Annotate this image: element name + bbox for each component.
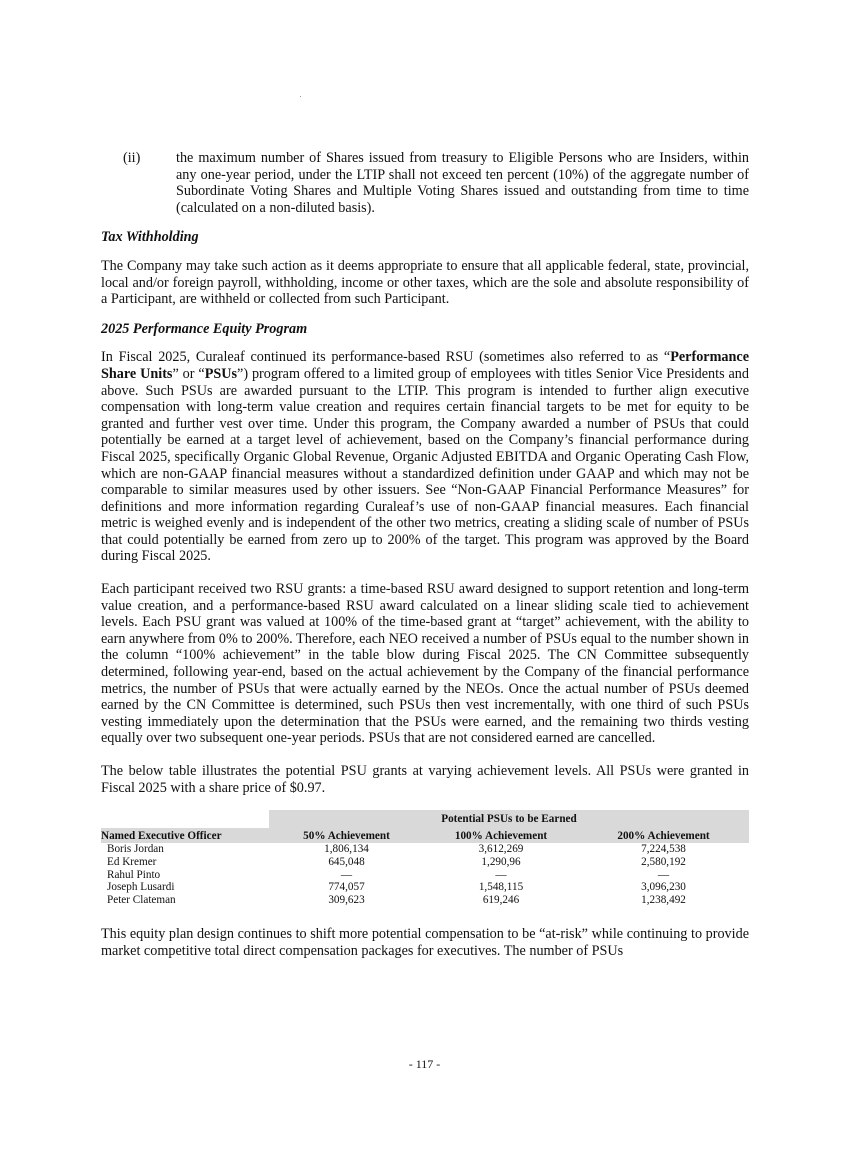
table-row: [101, 869, 749, 882]
value-100: 3,612,269: [478, 843, 524, 856]
table-header-row: [101, 828, 749, 844]
after-table-paragraph: This equity plan design continues to shift more potential compensation to be “at-risk” while continuing to provide market competitive total direct compensation packages for executives. The number of PSUs: [101, 926, 749, 959]
value-100: —: [495, 868, 507, 881]
officer-name: Joseph Lusardi: [107, 881, 175, 894]
tax-withholding-paragraph: The Company may take such action as it deems appropriate to ensure that all applicable federal, state, provincial, local and/or foreign payroll, withholding, income or other taxes, which are the sole and absolute responsibility of a Participant, are withheld or collected from such Participant.: [101, 257, 749, 308]
table-header-officer: Named Executive Officer: [101, 828, 269, 844]
table-row: [101, 894, 749, 907]
p1-term-performance-share-units: Performance Share Units: [101, 349, 749, 382]
value-200: 2,580,192: [641, 855, 686, 868]
p1-term-psus: PSUs: [204, 365, 238, 382]
list-marker: (ii): [123, 150, 141, 166]
officer-name: Rahul Pinto: [107, 868, 161, 881]
list-item: [101, 150, 749, 216]
table-row: [101, 881, 749, 894]
value-200: 7,224,538: [641, 843, 686, 856]
value-100: 619,246: [482, 893, 520, 906]
value-100: 1,548,115: [478, 881, 524, 894]
table-header-100: 100% Achievement: [424, 828, 578, 844]
table-row: [101, 843, 749, 856]
scan-dot: [300, 96, 301, 97]
value-50: —: [340, 868, 353, 881]
list-item-text: the maximum number of Shares issued from treasury to Eligible Persons who are Insiders, within any one-year period, under the LTIP shall not exceed ten percent (10%) of the aggregate number of Subordinate Voting Shares and Multiple Voting Shares issued and outstanding from time to time (calculated on a non-diluted basis).: [176, 150, 749, 216]
value-200: 1,238,492: [641, 893, 686, 906]
table-blank-cell: [101, 810, 269, 828]
value-200: 3,096,230: [641, 881, 686, 894]
value-50: 309,623: [328, 893, 365, 906]
table-group-header: Potential PSUs to be Earned: [269, 810, 749, 828]
officer-name: Peter Clateman: [107, 893, 176, 906]
table-header-50: 50% Achievement: [269, 828, 424, 844]
tax-withholding-heading: Tax Withholding: [101, 229, 199, 246]
table-header-200: 200% Achievement: [578, 828, 749, 844]
value-100: 1,290,96: [481, 855, 521, 868]
performance-paragraph-1: [101, 349, 749, 565]
value-200: —: [657, 868, 670, 881]
performance-program-heading: 2025 Performance Equity Program: [101, 320, 308, 337]
value-50: 774,057: [328, 881, 365, 894]
officer-name: Boris Jordan: [107, 843, 164, 856]
value-50: 645,048: [328, 855, 365, 868]
performance-paragraph-2: Each participant received two RSU grants: a time-based RSU award designed to support retention and long-term value creation, and a performance-based RSU award calculated on a linear sliding scale tied to achievement levels. Each PSU grant was valued at 100% of the time-based grant at “target” achievement, with the ability to earn anywhere from 0% to 200%. Therefore, each NEO received a number of PSUs equal to the number shown in the column “100% achievement” in the table blow during Fiscal 2025. The CN Committee subsequently determined, following year-end, based on the actual achievement by the Company of the financial performance metrics, the number of PSUs that were actually earned by the NEOs. Once the actual number of PSUs deemed earned by the CN Committee is determined, such PSUs then vest incrementally, with one third of such PSUs vesting immediately upon the determination that the PSUs were earned, and the remaining two thirds vesting equally over two subsequent one-year periods. PSUs that are not considered earned are cancelled.: [101, 581, 749, 747]
psu-table: [101, 810, 749, 906]
p1-text-a: In Fiscal 2025, Curaleaf continued its performance-based RSU (sometimes also referred to as “: [101, 349, 671, 366]
page-content: [101, 150, 749, 960]
table-row: [101, 856, 749, 869]
officer-name: Ed Kremer: [107, 855, 157, 868]
value-50: 1,806,134: [324, 843, 369, 856]
table-group-header-row: [101, 810, 749, 828]
page-number: - 117 -: [408, 1057, 441, 1071]
performance-paragraph-3: The below table illustrates the potential PSU grants at varying achievement levels. All PSUs were granted in Fiscal 2025 with a share price of $0.97.: [101, 763, 749, 796]
p1-text-c: ” or “: [172, 365, 205, 382]
p1-text-e: ”) program offered to a limited group of employees with titles Senior Vice Presidents and above. Such PSUs are awarded pursuant to the LTIP. This program is intended to further align executive compensation with long-term value creation and requires certain financial targets to be met for equity to be granted and further vest over time. Under this program, the Company awarded a number of PSUs that could potentially be earned at a target level of achievement, based on the Company’s financial performance during Fiscal 2025, specifically Organic Global Revenue, Organic Adjusted EBITDA and Organic Operating Cash Flow, which are non-GAAP financial measures without a standardized definition under GAAP and which may not be comparable to similar measures used by other issuers. See “Non-GAAP Financial Performance Measures” for definitions and more information regarding Curaleaf’s use of non-GAAP financial measures. Each financial metric is weighed evenly and is independent of the other two metrics, creating a sliding scale of number of PSUs that could potentially be earned from zero up to 200% of the target. This program was approved by the Board during Fiscal 2025.: [101, 365, 749, 565]
